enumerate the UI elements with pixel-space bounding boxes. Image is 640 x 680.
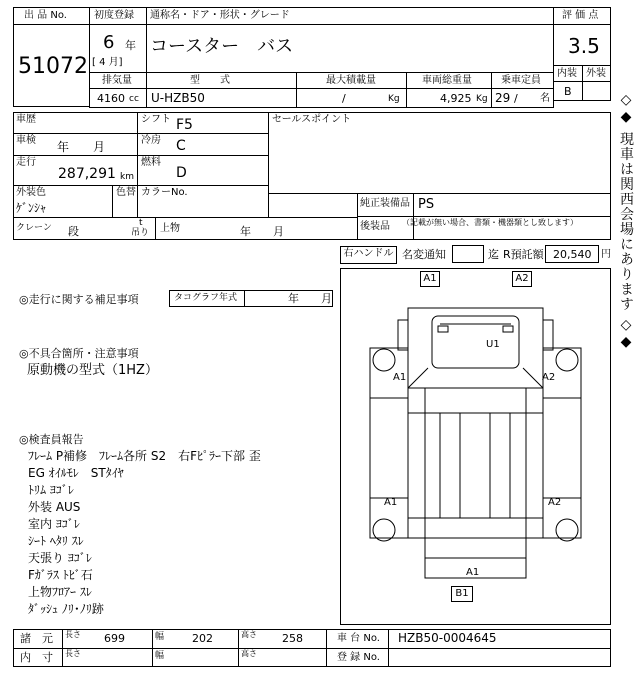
- gross-weight: 4,925: [440, 92, 472, 105]
- equipment-value: PS: [418, 197, 435, 212]
- inspector-line: 外装 AUS: [28, 500, 81, 514]
- displacement-label: 排気量: [102, 75, 132, 86]
- interior-score: B: [564, 85, 572, 98]
- capacity: 29: [495, 91, 511, 105]
- inspector-line: ﾄﾘﾑ ﾖｺﾞﾚ: [28, 483, 74, 497]
- mileage-label: 走行: [16, 157, 36, 168]
- inspector-line: ﾀﾞｯｼｭ ﾉﾘ･ﾉﾘ跡: [28, 602, 104, 616]
- inspector-line: ｼｰﾄ ﾍﾀﾘ ｽﾚ: [28, 534, 84, 548]
- inner-length-label: 長さ: [65, 649, 81, 658]
- steering-box: [340, 246, 397, 264]
- width-value: 202: [192, 632, 213, 645]
- exterior-label: 外装: [586, 68, 606, 79]
- equipment-label: 純正装備品: [360, 198, 410, 209]
- reg-month: [ 4 月]: [92, 57, 123, 68]
- color-change-label: 色替: [116, 187, 136, 198]
- crane-row: [13, 217, 358, 240]
- ac-value: C: [176, 138, 186, 154]
- width-label: 幅: [155, 632, 165, 642]
- meter-change-input: [452, 245, 484, 263]
- tacho-value: 年 月: [288, 292, 332, 305]
- car-name: コースター バス: [150, 36, 294, 57]
- crane-tsuri: 吊り: [131, 228, 150, 238]
- inspector-line: 天張り ﾖｺﾞﾚ: [28, 551, 92, 565]
- ac-label: 冷房: [141, 135, 161, 146]
- travel-label: ◎走行に関する補足事項: [19, 293, 139, 306]
- meter-change-unit: 迄: [488, 248, 499, 261]
- chassis-no: HZB50-0004645: [398, 631, 497, 645]
- inspector-line: Fｶﾞﾗｽ ﾄﾋﾞ石: [28, 568, 93, 582]
- capacity-label: 乗車定員: [501, 75, 541, 86]
- r-unit: 円: [601, 249, 611, 260]
- interior-label: 内装: [557, 68, 577, 79]
- inspector-line: EG ｵｲﾙﾓﾚ STﾀｲﾔ: [28, 466, 124, 480]
- gross-weight-unit: Kg: [476, 94, 488, 104]
- capacity-slash: /: [514, 92, 518, 105]
- height-label: 高さ: [241, 630, 257, 639]
- mark-a2-right-front: A2: [542, 372, 556, 383]
- displacement: 4160: [97, 92, 125, 105]
- mark-a1-top: A1: [420, 271, 440, 287]
- length-label: 長さ: [65, 630, 81, 639]
- sales-point-label: セールスポイント: [272, 114, 352, 125]
- tacho-label: タコグラフ年式: [174, 293, 238, 303]
- max-load-label: 最大積載量: [326, 75, 376, 86]
- mileage-value: 287,291: [58, 166, 116, 182]
- crane-label: クレーン: [16, 223, 52, 233]
- body-label: 上物: [160, 223, 180, 234]
- fuel-label: 燃料: [141, 157, 161, 168]
- history-label: 車歴: [16, 114, 36, 125]
- mark-a2-right-rear: A2: [548, 497, 562, 508]
- ext-color-value: ｹﾞﾝｼｬ: [16, 201, 47, 215]
- mark-a1-left-front: A1: [393, 372, 407, 383]
- max-load-slash: /: [342, 92, 346, 105]
- length-value: 699: [104, 632, 125, 645]
- crane-t: t: [139, 218, 143, 228]
- body-value: 年 月: [240, 225, 284, 238]
- chassis-label: 車 台 No.: [337, 633, 380, 644]
- mark-u1: U1: [486, 339, 500, 350]
- model: U-HZB50: [151, 91, 205, 105]
- aftermarket-label: 後装品: [360, 221, 390, 232]
- car-name-label: 通称名・ドア・形状・グレード: [150, 10, 290, 21]
- inspection-value: 年 月: [57, 140, 106, 154]
- score-label: 評 価 点: [562, 10, 599, 21]
- venue-notice: ◇◆ 現車は関西会場にあります ◇◆: [618, 92, 634, 351]
- reg-no-label: 登 録 No.: [337, 652, 380, 663]
- height-value: 258: [282, 632, 303, 645]
- lot-no-label: 出 品 No.: [24, 10, 67, 21]
- lot-number: 51072: [18, 54, 88, 79]
- mark-a1-left-rear: A1: [384, 497, 398, 508]
- dims-label: 諸 元: [20, 632, 53, 645]
- steering-value: 右ハンドル: [343, 248, 394, 259]
- ext-color-label: 外装色: [16, 187, 46, 198]
- inspection-label: 車検: [16, 135, 36, 146]
- shift-value: F5: [176, 117, 193, 133]
- inspector-line: 上物ﾌﾛｱｰ ｽﾚ: [28, 585, 92, 599]
- crane-dan: 段: [68, 225, 79, 238]
- model-label: 型 式: [190, 75, 230, 86]
- aftermarket-note: （記載が無い場合、書類・機器類とし致します）: [402, 218, 578, 227]
- color-no-label: カラーNo.: [141, 187, 188, 198]
- reg-year: 6: [103, 32, 115, 53]
- r-amount: 20,540: [553, 248, 592, 261]
- r-label: R預託額: [503, 248, 544, 261]
- capacity-unit: 名: [540, 93, 550, 104]
- shift-label: シフト: [141, 114, 171, 125]
- mark-b1: B1: [451, 586, 473, 602]
- inner-width-label: 幅: [155, 651, 165, 661]
- score-value: 3.5: [568, 34, 600, 58]
- reg-year-unit: 年: [125, 39, 136, 52]
- defect-text: 原動機の型式（1HZ）: [27, 363, 158, 378]
- inner-label: 内 寸: [20, 651, 53, 664]
- mark-a2-top: A2: [512, 271, 532, 287]
- inspector-line: ﾌﾚｰﾑ P補修 ﾌﾚｰﾑ各所 S2 右Fﾋﾟﾗｰ下部 歪: [28, 449, 261, 463]
- gross-weight-label: 車両総重量: [422, 75, 472, 86]
- inner-height-label: 高さ: [241, 649, 257, 658]
- mileage-unit: km: [120, 172, 134, 182]
- inspector-label: ◎検査員報告: [19, 433, 84, 446]
- first-reg-label: 初度登録: [94, 10, 134, 21]
- displacement-unit: cc: [129, 94, 139, 104]
- fuel-value: D: [176, 165, 187, 181]
- mark-a1-rear: A1: [466, 567, 480, 578]
- meter-change-label: 名変通知: [402, 248, 446, 261]
- max-load-unit: Kg: [388, 94, 400, 104]
- defect-label: ◎不具合箇所・注意事項: [19, 347, 139, 360]
- inspector-line: 室内 ﾖｺﾞﾚ: [28, 517, 80, 531]
